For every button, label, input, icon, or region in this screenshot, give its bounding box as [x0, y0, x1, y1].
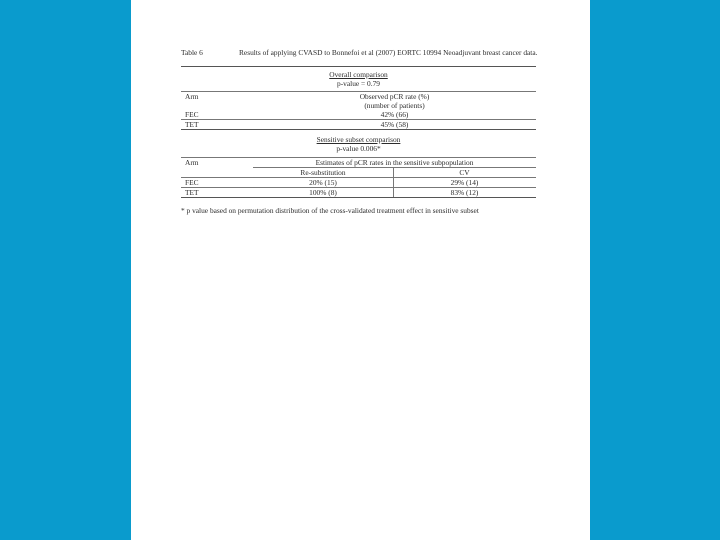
overall-header-row: [181, 92, 536, 101]
table-row: [181, 188, 536, 197]
bottom-rule: [181, 197, 536, 198]
arm-header: Arm: [185, 92, 199, 101]
table-row: [181, 178, 536, 187]
cv-value: 83% (12): [450, 188, 479, 197]
table-number: Table 6: [181, 48, 203, 57]
subheader-row: [181, 168, 536, 177]
sensitive-header-row: [181, 158, 536, 167]
sensitive-heading: Sensitive subset comparison: [316, 135, 401, 144]
section-rule: [181, 129, 536, 130]
footnote: * p value based on permutation distribution of the cross-validated treatment effect in sensitive subset: [181, 206, 479, 215]
slide-page: [131, 0, 590, 540]
sensitive-body: [181, 168, 536, 197]
rate-value: 45% (58): [380, 120, 409, 129]
resubstitution-header: Re-substitution: [300, 168, 346, 177]
rate-value: 42% (66): [380, 110, 409, 119]
table-row: [181, 120, 536, 129]
table-caption: [181, 46, 536, 66]
overall-pvalue: p-value = 0.79: [337, 79, 380, 88]
table-title: Results of applying CVASD to Bonnefoi et al (2007) EORTC 10994 Neoadjuvant breast cancer data.: [239, 48, 538, 57]
patients-subheader: (number of patients): [364, 101, 425, 110]
observed-rate-header: Observed pCR rate (%): [359, 92, 430, 101]
resubstitution-value: 100% (8): [309, 188, 337, 197]
table-document: [181, 46, 536, 215]
cv-header: CV: [459, 168, 470, 177]
resubstitution-value: 20% (15): [309, 178, 337, 187]
arm-label: TET: [185, 120, 199, 129]
table-row: [181, 110, 536, 119]
cv-value: 29% (14): [450, 178, 479, 187]
top-rule: [181, 66, 536, 67]
overall-header-row-2: [181, 101, 536, 110]
arm-label: TET: [185, 188, 199, 197]
arm-label: FEC: [185, 110, 199, 119]
arm-header: Arm: [185, 158, 199, 167]
estimates-header: Estimates of pCR rates in the sensitive subpopulation: [315, 158, 474, 167]
sensitive-pvalue: p-value 0.006*: [336, 144, 381, 153]
arm-label: FEC: [185, 178, 199, 187]
overall-heading: Overall comparison: [329, 70, 388, 79]
